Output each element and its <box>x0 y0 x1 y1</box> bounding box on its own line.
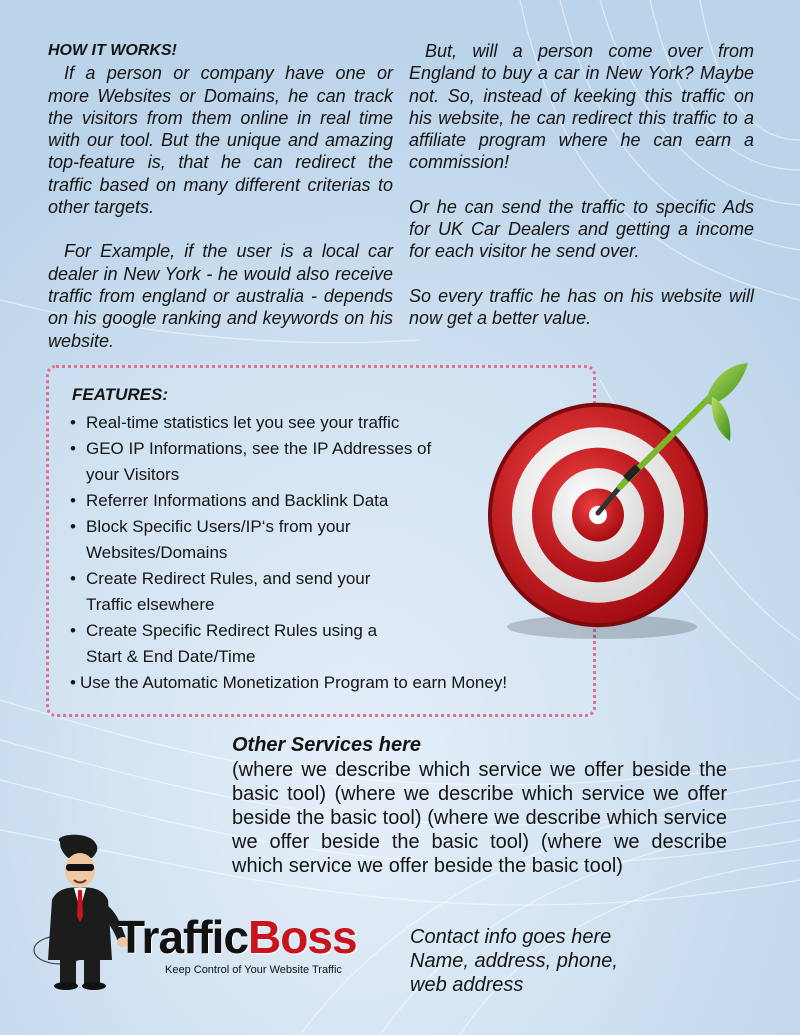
other-services-title: Other Services here <box>232 734 421 756</box>
how-it-works-paragraph: Or he can send the traffic to specific Ads for UK Car Dealers and getting a income for each visitor he send over. <box>409 196 754 262</box>
logo-word-boss: Boss <box>248 911 357 963</box>
logo-word-traffic: Traffic <box>117 911 249 963</box>
feature-text: Use the Automatic Monetization Program to earn Money! <box>79 673 508 692</box>
features-list <box>70 410 550 696</box>
how-it-works-title: HOW IT WORKS! <box>48 42 177 59</box>
how-it-works-paragraph: But, will a person come over from England to buy a car in New York? Maybe not. So, instead of keeking this traffic on his website, he can redirect this traffic to a affiliate program where he can earn a commission! <box>409 41 754 173</box>
feature-text: Referrer Informations and Backlink Data <box>86 491 389 510</box>
feature-item <box>70 410 550 436</box>
feature-text: Create Redirect Rules, and send your <box>86 569 371 588</box>
bullet: • <box>70 673 76 692</box>
dartboard-target-icon <box>480 355 780 655</box>
contact-line: Name, address, phone, <box>410 950 618 972</box>
feature-item <box>70 436 550 488</box>
contact-info <box>410 925 618 997</box>
logo-tagline: Keep Control of Your Website Traffic <box>165 964 342 976</box>
feature-item <box>70 488 550 514</box>
bullet: • <box>70 413 76 432</box>
how-it-works-left-column <box>48 40 393 352</box>
bullet: • <box>70 439 76 458</box>
feature-item <box>70 514 550 566</box>
how-it-works-paragraph: So every traffic he has on his website will now get a better value. <box>409 285 754 328</box>
feature-text: your Visitors <box>86 465 180 484</box>
feature-text: Real-time statistics let you see your traffic <box>86 413 400 432</box>
bullet: • <box>70 517 76 536</box>
how-it-works-paragraph: For Example, if the user is a local car dealer in New York - he would also receive traffic from england or australia - depends on his google ranking and keywords on his website. <box>48 241 393 351</box>
bullet: • <box>70 491 76 510</box>
feature-text: GEO IP Informations, see the IP Addresses of <box>86 439 432 458</box>
contact-line: Contact info goes here <box>410 926 612 948</box>
feature-item <box>70 618 550 670</box>
feature-text: Websites/Domains <box>86 543 228 562</box>
features-title: FEATURES: <box>72 385 169 404</box>
feature-text: Traffic elsewhere <box>86 595 215 614</box>
businessman-mascot-icon <box>30 830 130 990</box>
other-services-body: (where we describe which service we offer beside the basic tool) (where we describe which service we offer beside the basic tool) (where we describe which service we offer beside the basic tool) (where we describe which service we offer beside the basic tool) <box>232 759 727 877</box>
feature-text: Create Specific Redirect Rules using a <box>86 621 378 640</box>
how-it-works-paragraph: If a person or company have one or more Websites or Domains, he can track the visitors from them online in real time with our tool. But the unique and amazing top-feature is, that he can redirect the traffic based on many different criterias to other targets. <box>48 63 393 218</box>
how-it-works-right-column <box>409 40 754 329</box>
feature-text: Start & End Date/Time <box>86 647 256 666</box>
feature-item <box>70 566 550 618</box>
bullet: • <box>70 621 76 640</box>
trafficboss-logo <box>117 912 357 962</box>
contact-line: web address <box>410 974 524 996</box>
feature-text: Block Specific Users/IP‘s from your <box>86 517 351 536</box>
feature-item <box>70 670 550 696</box>
bullet: • <box>70 569 76 588</box>
